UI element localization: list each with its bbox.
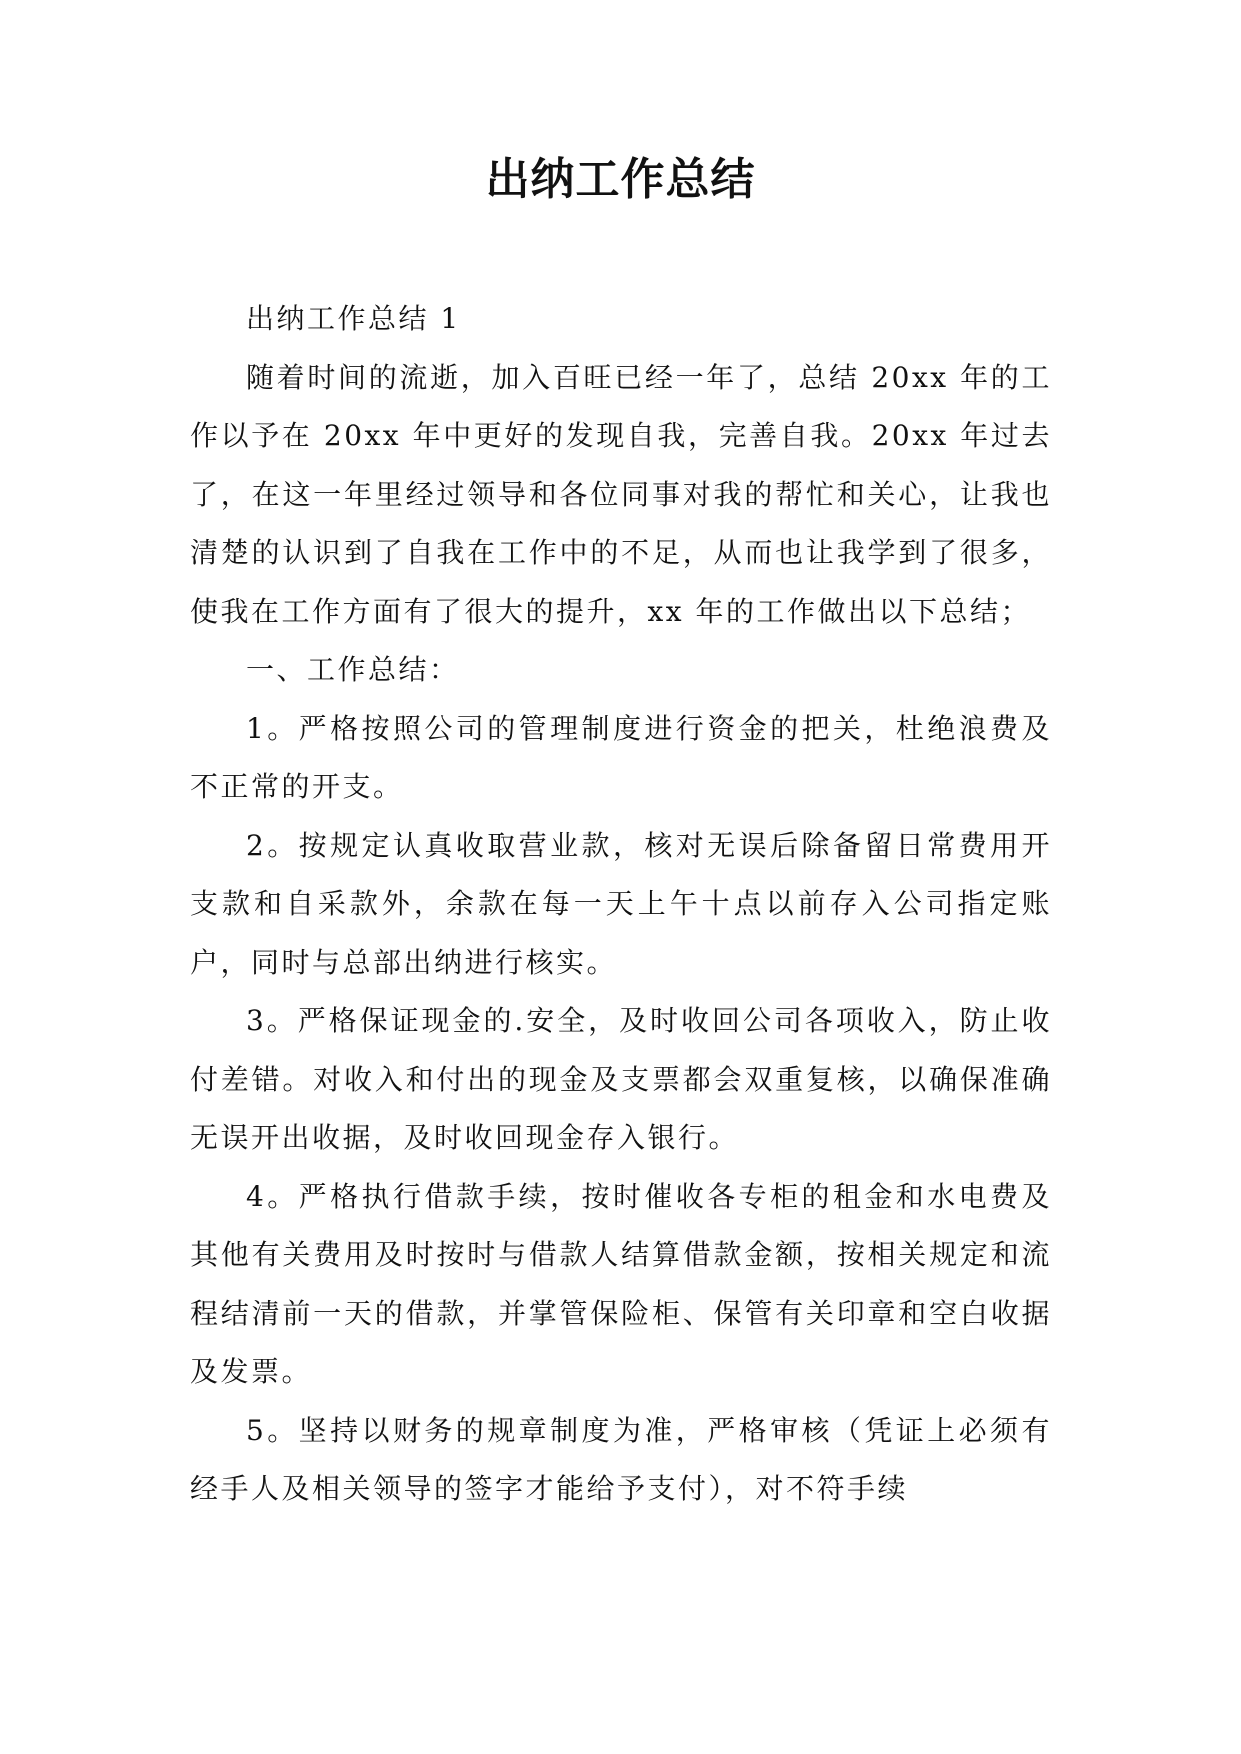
list-item-1: 1。严格按照公司的管理制度进行资金的把关，杜绝浪费及不正常的开支。 (190, 711, 1052, 803)
section-heading: 出纳工作总结 1 (246, 302, 461, 335)
intro-paragraph: 随着时间的流逝，加入百旺已经一年了，总结 20xx 年的工作以予在 20xx 年中更好的发现自我，完善自我。20xx 年过去了，在这一年里经过领导和各位同事对我的帮忙和关心，让我也清楚的认识到了自我在工作中的不足，从而也让我学到了很多，使我在工作方面有了很大的提升，xx 年的工作做出以下总结； (190, 360, 1052, 628)
subsection-heading: 一、工作总结： (246, 653, 460, 686)
document-body (190, 290, 1052, 1519)
list-item-2: 2。按规定认真收取营业款，核对无误后除备留日常费用开支款和自采款外，余款在每一天上午十点以前存入公司指定账户，同时与总部出纳进行核实。 (190, 828, 1052, 979)
list-item-3: 3。严格保证现金的.安全，及时收回公司各项收入，防止收付差错。对收入和付出的现金及支票都会双重复核，以确保准确无误开出收据，及时收回现金存入银行。 (190, 1004, 1052, 1154)
list-item-5: 5。坚持以财务的规章制度为准，严格审核（凭证上必须有经手人及相关领导的签字才能给予支付），对不符手续 (190, 1413, 1052, 1505)
list-item-4: 4。严格执行借款手续，按时催收各专柜的租金和水电费及其他有关费用及时按时与借款人结算借款金额，按相关规定和流程结清前一天的借款，并掌管保险柜、保管有关印章和空白收据及发票。 (190, 1179, 1052, 1388)
document-title: 出纳工作总结 (485, 154, 756, 205)
